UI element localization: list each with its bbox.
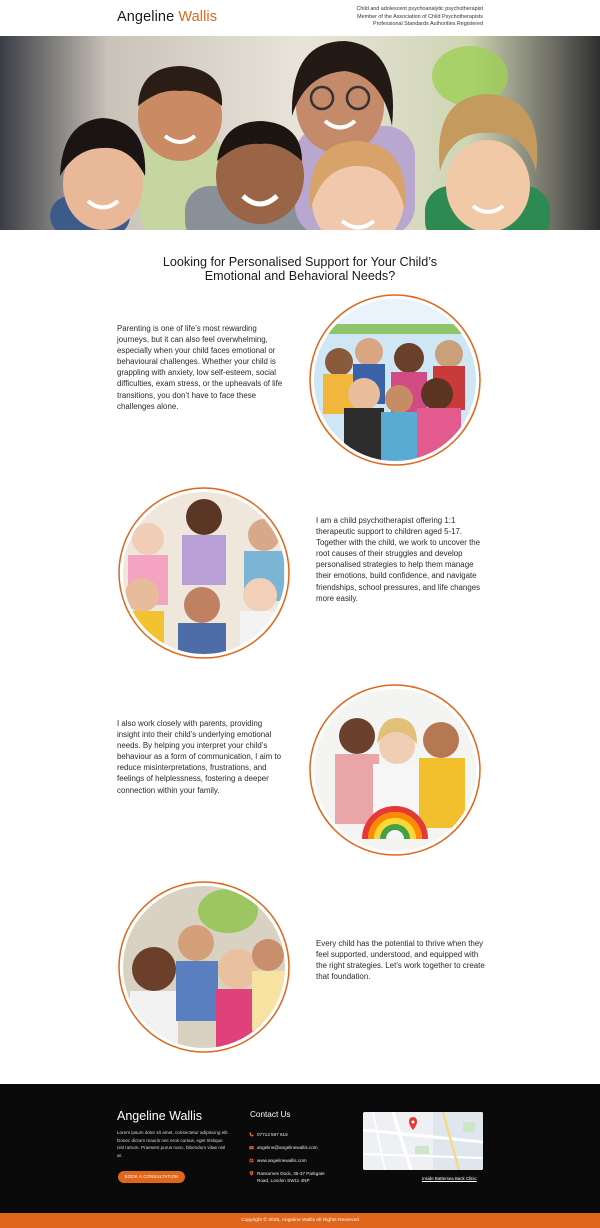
phone-icon [249, 1132, 254, 1137]
address-line: Ransomes Dock, 35-37 Parkgate [257, 1171, 325, 1176]
map-pin-icon [249, 1171, 254, 1176]
map-illustration [363, 1112, 483, 1170]
site-footer [0, 1084, 600, 1213]
credential-line: Member of the Association of Child Psychotherapists [357, 13, 483, 20]
globe-icon [249, 1158, 254, 1163]
phone-text: 07713 567 616 [257, 1132, 288, 1137]
parents-paragraph: I also work closely with parents, providing insight into their child’s underlying emotional needs. By helping you interpret your child’s behaviour as a form of communication, I aim to reduce misinterpretations, frustrations, and feelings of helplessness, fostering a deeper connection within your family. [117, 719, 282, 795]
contact-phone[interactable] [249, 1131, 288, 1138]
circle-photo-laughing [118, 881, 290, 1053]
brand-first-name: Angeline [117, 9, 179, 25]
book-consultation-button[interactable]: BOOK A CONSULTATION [118, 1171, 185, 1183]
contact-website[interactable] [249, 1157, 307, 1164]
email-text: angeline@angelinewallis.com [257, 1145, 318, 1150]
children-classroom-photo [118, 487, 290, 659]
copyright-bar: Copyright © 2025, Angeline Wallis All Rights Reserved [0, 1213, 600, 1228]
site-logo[interactable] [117, 9, 217, 25]
circle-photo-trio [309, 684, 481, 856]
circle-photo-classroom [118, 487, 290, 659]
credential-line: Child and adolescent psychoanalytic psychotherapist [356, 6, 483, 12]
contact-address [249, 1170, 325, 1184]
about-paragraph: I am a child psychotherapist offering 1:1 therapeutic support to children aged 5-17. Together with the child, we work to uncover the root causes of their struggles and develop personalised strategies to help them manage their emotions, build confidence, and navigate friendships, school pressures, and life changes more easily. [316, 516, 481, 603]
credential-line: Professional Standards Authorities Registered [373, 21, 483, 28]
location-map[interactable] [363, 1112, 483, 1170]
footer-description: Lorem ipsum dolor sit amet, consectetur adipiscing elit. Donec dictum mauris nec eros cursus, eget tristique nisl rutrum. Praesent purus nunc, bibendum vitae nisl at. [117, 1130, 229, 1158]
children-laughing-photo [118, 881, 290, 1053]
intro-paragraph: Parenting is one of life’s most rewarding journeys, but it can also feel overwhelming, especially when your child faces emotional or behavioural challenges. Whether your child is grappling with anxiety, low self-esteem, social difficulties, exam stress, or the upheavals of life transitions, you don’t have to face these challenges alone. [117, 324, 283, 411]
contact-heading: Contact Us [250, 1110, 291, 1119]
children-trio-photo [309, 684, 481, 856]
circle-photo-group [309, 294, 481, 466]
footer-brand: Angeline Wallis [117, 1109, 202, 1123]
hero-children-illustration [0, 36, 600, 230]
page-heading [130, 256, 470, 283]
contact-email[interactable] [249, 1144, 318, 1151]
address-line: Road, London SW11 4NP [257, 1178, 310, 1183]
hero-photo [0, 36, 600, 230]
credentials [357, 6, 483, 29]
website-text: www.angelinewallis.com [257, 1158, 307, 1163]
children-group-photo [309, 294, 481, 466]
brand-last-name: Wallis [178, 9, 218, 25]
map-location-link[interactable]: Inside Battersea Back Clinic [422, 1176, 477, 1181]
heading-line: Emotional and Behavioral Needs? [204, 268, 396, 283]
heading-line: Looking for Personalised Support for Your Child’s [162, 255, 438, 269]
envelope-icon [249, 1145, 254, 1150]
closing-paragraph: Every child has the potential to thrive when they feel supported, understood, and equipped with the right strategies. Let’s work together to create that foundation. [316, 939, 485, 982]
site-header [0, 0, 600, 36]
